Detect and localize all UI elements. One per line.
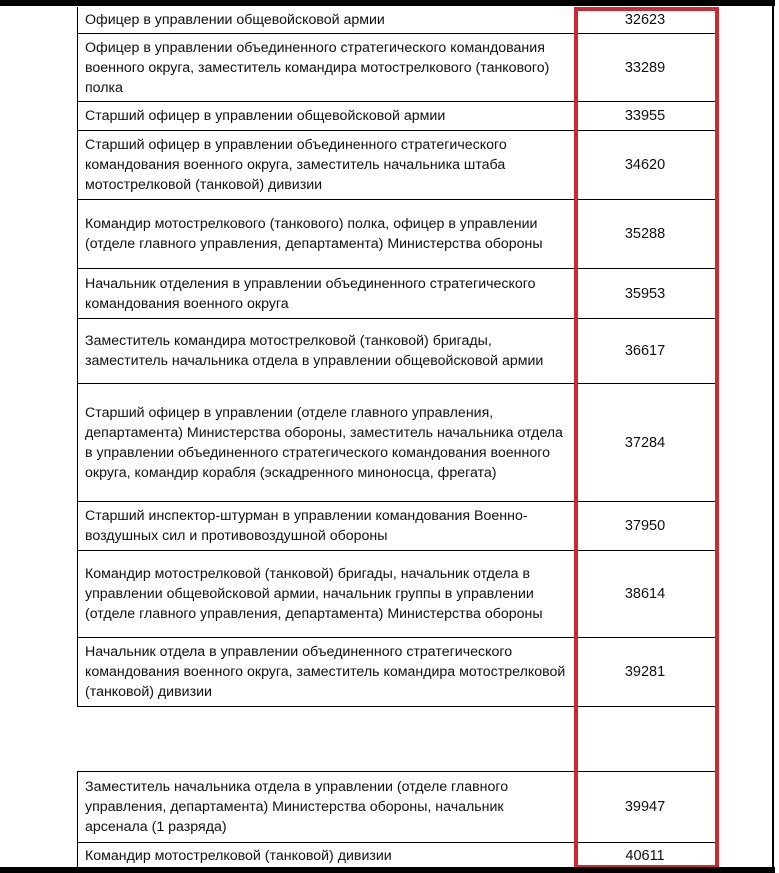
- salary-cell: 38614: [624, 586, 666, 602]
- salary-cell: 36617: [624, 343, 666, 359]
- salary-cell: 33289: [624, 59, 666, 76]
- top-border: [0, 0, 775, 6]
- position-cell: Офицер в управлении общевойсковой армии: [78, 7, 575, 33]
- salary-cell: 37284: [624, 434, 666, 451]
- salary-cell: 35288: [624, 226, 666, 242]
- position-cell: Командир мотострелковой (танковой) дивизии: [78, 843, 575, 868]
- salary-cell: 37950: [624, 518, 666, 534]
- salary-cell: 39281: [624, 664, 666, 680]
- position-cell: Офицер в управлении объединенного стратегического командования военного округа, заместитель командира мотострелкового (танкового) полка: [78, 34, 575, 101]
- page-edge: [772, 0, 774, 873]
- position-cell: Старший инспектор-штурман в управлении командования Военно-воздушных сил и противовоздушной обороны: [78, 502, 575, 550]
- highlight-box: [574, 7, 719, 869]
- salary-cell: 40611: [625, 847, 665, 864]
- position-cell: Командир мотострелкового (танкового) полка, офицер в управлении (отделе главного управления, департамента) Министерства обороны: [78, 200, 575, 268]
- position-cell: Начальник отдела в управлении объединенного стратегического командования военного округа, заместитель командира мотострелковой (танковой) дивизии: [78, 638, 575, 706]
- salary-cell: 32623: [624, 12, 666, 28]
- position-cell: Командир мотострелковой (танковой) бригады, начальник отдела в управлении общевойсковой армии, начальник группы в управлении (отделе главного управления, департамента) Министерства обороны: [78, 551, 575, 637]
- position-cell: Заместитель командира мотострелковой (танковой) бригады, заместитель начальника отдела в управлении общевойсковой армии: [78, 319, 575, 383]
- salary-cell: 34620: [624, 157, 666, 173]
- position-cell: Старший офицер в управлении (отделе главного управления, департамента) Министерства обороны, заместитель начальника отдела в управлении объединенного стратегического командования военного округа, командир корабля (эскадренного миноносца, фрегата): [78, 384, 575, 501]
- bottom-border: [0, 867, 775, 873]
- position-cell: Заместитель начальника отдела в управлении (отделе главного управления, департамента) Министерства обороны, начальник арсенала (1 разряда): [78, 772, 575, 842]
- salary-cell: 39947: [624, 799, 666, 815]
- position-cell: Старший офицер в управлении объединенного стратегического командования военного округа, заместитель начальника штаба мотострелковой (танковой) дивизии: [78, 131, 575, 199]
- salary-cell: 35953: [624, 285, 666, 302]
- position-cell: Старший офицер в управлении общевойсковой армии: [78, 102, 575, 130]
- position-cell: Начальник отделения в управлении объединенного стратегического командования военного округа: [78, 269, 575, 318]
- salary-cell: 33955: [624, 108, 666, 124]
